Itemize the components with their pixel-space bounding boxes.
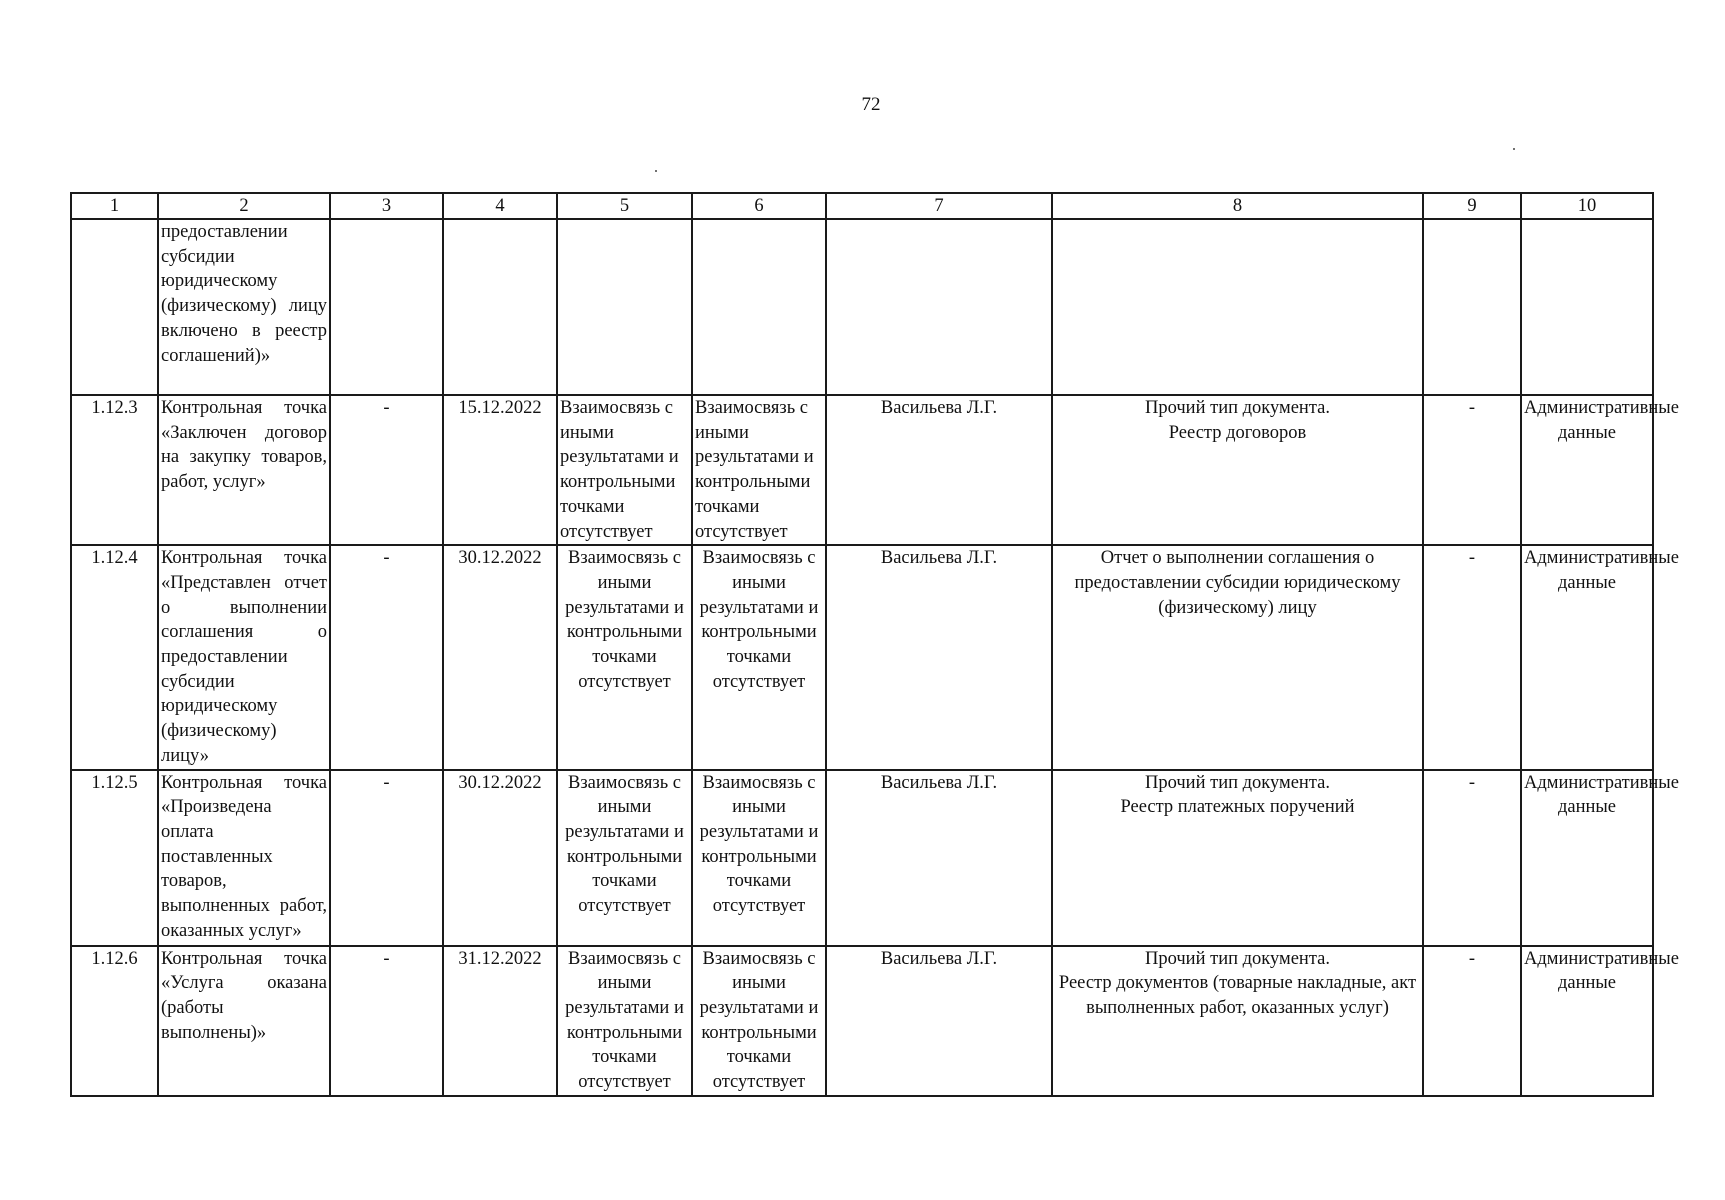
due-date: 31.12.2022 xyxy=(443,946,557,1096)
row-number xyxy=(71,219,158,395)
document-type: Прочий тип документа. Реестр документов (товарные накладные, акт выполненных работ, оказанных услуг) xyxy=(1052,946,1423,1096)
document-type: Прочий тип документа. Реестр договоров xyxy=(1052,395,1423,545)
control-point-name: Контрольная точка «Представлен отчет о выполнении соглашения о предоставлении субсидии юридическому (физическому) лицу» xyxy=(158,545,330,769)
column-header-4: 4 xyxy=(443,193,557,219)
control-points-table xyxy=(70,192,1679,1097)
column-3-value: - xyxy=(330,545,443,769)
relation-points: Взаимосвязь с иными результатами и контрольными точками отсутствует xyxy=(692,770,826,946)
column-3-value: - xyxy=(330,946,443,1096)
table-row xyxy=(71,545,1653,769)
due-date xyxy=(443,219,557,395)
data-source: Административные данные xyxy=(1521,395,1653,545)
column-header-6: 6 xyxy=(692,193,826,219)
due-date: 30.12.2022 xyxy=(443,770,557,946)
data-source xyxy=(1521,219,1653,395)
due-date: 30.12.2022 xyxy=(443,545,557,769)
relation-results: Взаимосвязь с иными результатами и контрольными точками отсутствует xyxy=(557,545,692,769)
row-number: 1.12.5 xyxy=(71,770,158,946)
data-source: Административные данные xyxy=(1521,770,1653,946)
control-point-name: предоставлении субсидии юридическому (физическому) лицу включено в реестр соглашений)» xyxy=(158,219,330,395)
column-3-value xyxy=(330,219,443,395)
table-row xyxy=(71,395,1653,545)
relation-results xyxy=(557,219,692,395)
row-number: 1.12.3 xyxy=(71,395,158,545)
document-type: Прочий тип документа. Реестр платежных поручений xyxy=(1052,770,1423,946)
responsible-person xyxy=(826,219,1052,395)
column-header-7: 7 xyxy=(826,193,1052,219)
data-source: Административные данные xyxy=(1521,545,1653,769)
data-source: Административные данные xyxy=(1521,946,1653,1096)
row-number: 1.12.4 xyxy=(71,545,158,769)
control-point-name: Контрольная точка «Заключен договор на закупку товаров, работ, услуг» xyxy=(158,395,330,545)
row-number: 1.12.6 xyxy=(71,946,158,1096)
column-header-1: 1 xyxy=(71,193,158,219)
column-9-value: - xyxy=(1423,946,1521,1096)
document-type xyxy=(1052,219,1423,395)
scan-speck xyxy=(655,170,657,172)
header-row xyxy=(71,193,1653,219)
table-row xyxy=(71,770,1653,946)
relation-points: Взаимосвязь с иными результатами и контрольными точками отсутствует xyxy=(692,545,826,769)
responsible-person: Васильева Л.Г. xyxy=(826,395,1052,545)
scan-speck xyxy=(1513,148,1515,150)
control-point-name: Контрольная точка «Услуга оказана (работы выполнены)» xyxy=(158,946,330,1096)
relation-points: Взаимосвязь с иными результатами и контрольными точками отсутствует xyxy=(692,395,826,545)
column-9-value xyxy=(1423,219,1521,395)
column-3-value: - xyxy=(330,770,443,946)
column-3-value: - xyxy=(330,395,443,545)
column-header-8: 8 xyxy=(1052,193,1423,219)
column-header-3: 3 xyxy=(330,193,443,219)
responsible-person: Васильева Л.Г. xyxy=(826,545,1052,769)
column-header-10: 10 xyxy=(1521,193,1653,219)
relation-results: Взаимосвязь с иными результатами и контрольными точками отсутствует xyxy=(557,946,692,1096)
relation-points xyxy=(692,219,826,395)
column-9-value: - xyxy=(1423,770,1521,946)
page-number: 72 xyxy=(861,94,881,115)
column-header-2: 2 xyxy=(158,193,330,219)
table-row xyxy=(71,946,1653,1096)
column-header-9: 9 xyxy=(1423,193,1521,219)
relation-results: Взаимосвязь с иными результатами и контрольными точками отсутствует xyxy=(557,395,692,545)
responsible-person: Васильева Л.Г. xyxy=(826,770,1052,946)
responsible-person: Васильева Л.Г. xyxy=(826,946,1052,1096)
relation-results: Взаимосвязь с иными результатами и контрольными точками отсутствует xyxy=(557,770,692,946)
due-date: 15.12.2022 xyxy=(443,395,557,545)
table-row xyxy=(71,219,1653,395)
column-9-value: - xyxy=(1423,545,1521,769)
control-point-name: Контрольная точка «Произведена оплата поставленных товаров, выполненных работ, оказанных услуг» xyxy=(158,770,330,946)
column-9-value: - xyxy=(1423,395,1521,545)
relation-points: Взаимосвязь с иными результатами и контрольными точками отсутствует xyxy=(692,946,826,1096)
document-type: Отчет о выполнении соглашения о предоставлении субсидии юридическому (физическому) лицу xyxy=(1052,545,1423,769)
column-header-5: 5 xyxy=(557,193,692,219)
